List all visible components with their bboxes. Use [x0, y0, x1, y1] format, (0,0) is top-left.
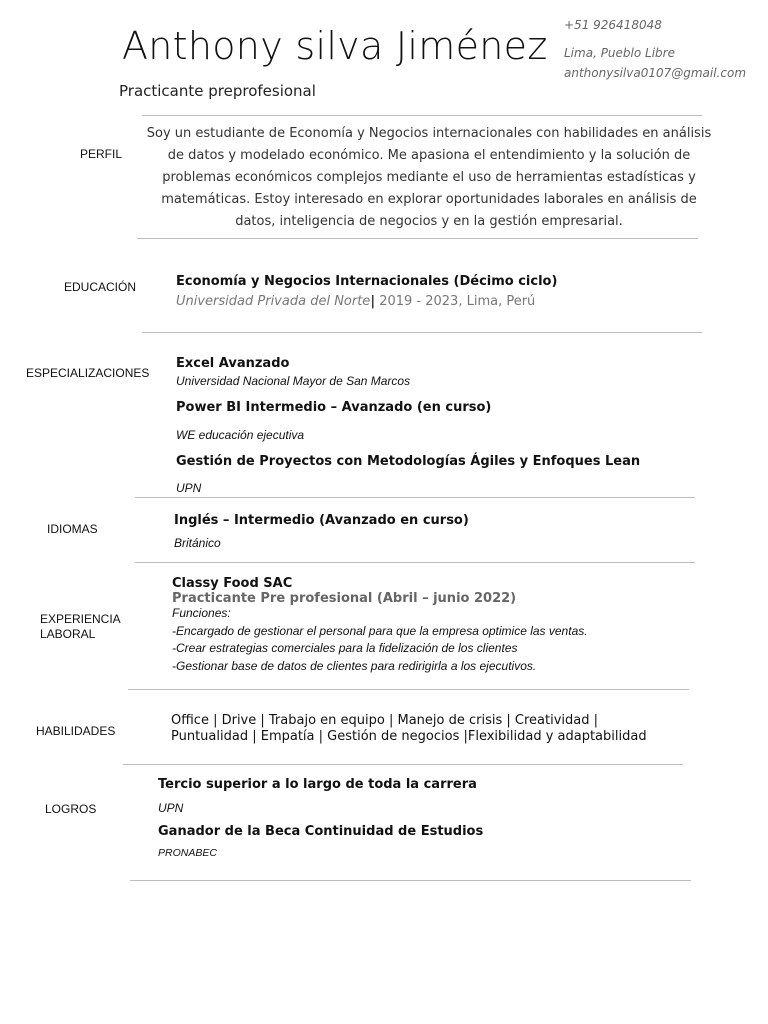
section-label-logros: LOGROS	[45, 802, 97, 816]
divider	[142, 115, 702, 116]
education-institution: Universidad Privada del Norte	[176, 294, 371, 309]
divider	[142, 332, 702, 333]
education-details: 2019 - 2023, Lima, Perú	[375, 294, 536, 309]
section-label-perfil: PERFIL	[80, 147, 123, 161]
resume-name: Anthony silva Jiménez	[122, 24, 548, 68]
education-institution-line	[176, 290, 535, 309]
achievement-org: UPN	[158, 801, 184, 815]
contact-phone: +51 926418048	[564, 18, 662, 32]
profile-text: Soy un estudiante de Economía y Negocios internacionales con habilidades en análisis de datos y modelado económico. Me apasiona el entendimiento y la solución de problemas económicos complejos mediante el uso de herramientas estadísticas y matemáticas. Estoy interesado en explorar oportunidades laborales en análisis de datos, inteligencia de negocios y en la gestión empresarial.	[146, 126, 712, 229]
divider	[128, 689, 689, 690]
skills-line: Office | Drive | Trabajo en equipo | Manejo de crisis | Creatividad |	[171, 713, 598, 728]
section-label-idiomas: IDIOMAS	[47, 522, 98, 536]
experience-function: -Crear estrategias comerciales para la fidelización de los clientes	[172, 641, 518, 655]
divider	[135, 497, 695, 498]
skills-line: Puntualidad | Empatía | Gestión de negocios |Flexibilidad y adaptabilidad	[171, 729, 647, 744]
section-label-especializaciones: ESPECIALIZACIONES	[26, 366, 150, 380]
specialization-org: WE educación ejecutiva	[176, 428, 305, 442]
specialization-title: Excel Avanzado	[176, 356, 290, 371]
education-separator: |	[370, 294, 376, 309]
achievement-title: Tercio superior a lo largo de toda la carrera	[158, 777, 477, 792]
specialization-title: Power BI Intermedio – Avanzado (en curso)	[176, 400, 492, 415]
section-label-educacion: EDUCACIÓN	[64, 280, 137, 294]
experience-function: -Gestionar base de datos de clientes para redirigirla a los ejecutivos.	[172, 659, 537, 673]
divider	[137, 238, 698, 239]
experience-functions-title: Funciones:	[172, 606, 231, 620]
divider	[123, 764, 683, 765]
resume-role: Practicante preprofesional	[119, 82, 316, 100]
language-org: Británico	[174, 536, 221, 550]
section-label-experiencia-2: LABORAL	[40, 627, 96, 641]
experience-company: Classy Food SAC	[172, 576, 293, 591]
section-label-experiencia-1: EXPERIENCIA	[40, 612, 121, 626]
experience-function: -Encargado de gestionar el personal para que la empresa optimice las ventas.	[172, 624, 588, 638]
section-label-habilidades: HABILIDADES	[36, 724, 116, 738]
specialization-title: Gestión de Proyectos con Metodologías Ágiles y Enfoques Lean	[176, 454, 641, 469]
language-title: Inglés – Intermedio (Avanzado en curso)	[174, 513, 469, 528]
contact-location: Lima, Pueblo Libre	[564, 46, 675, 60]
divider	[130, 880, 691, 881]
achievement-org: PRONABEC	[158, 847, 217, 859]
contact-email: anthonysilva0107@gmail.com	[564, 66, 747, 80]
divider	[135, 562, 695, 563]
experience-position: Practicante Pre profesional (Abril – junio 2022)	[172, 591, 517, 606]
specialization-org: Universidad Nacional Mayor de San Marcos	[176, 374, 411, 388]
specialization-org: UPN	[176, 481, 202, 495]
achievement-title: Ganador de la Beca Continuidad de Estudios	[158, 824, 484, 839]
education-degree: Economía y Negocios Internacionales (Décimo ciclo)	[176, 274, 558, 289]
